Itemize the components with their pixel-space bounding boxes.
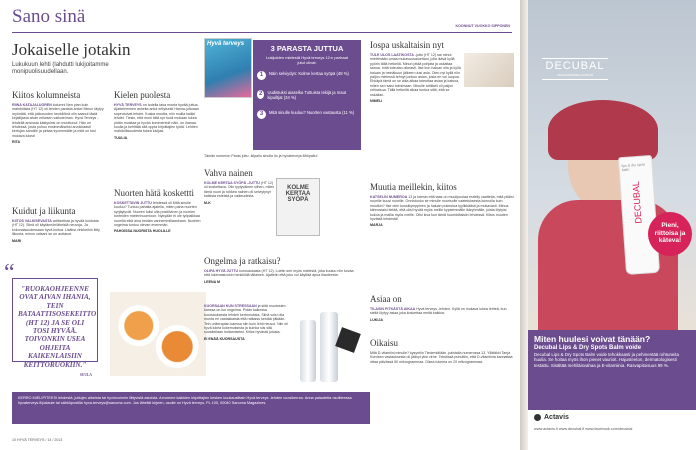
ad-bubble-text: Pieni, riittoisa ja käteva! — [654, 222, 686, 244]
book-title: KOLME KERTAA SYÖPÄ — [285, 185, 311, 203]
ad-brand: DECUBAL — [545, 60, 605, 72]
letter-2-author: MARI — [12, 238, 22, 243]
rank-1-badge: 1 — [257, 71, 266, 80]
letter-4-author: PAHOISSA NUORISTA HUOLILLE — [114, 229, 171, 234]
tube-sub: lips & dry spots balm — [621, 162, 646, 173]
ad-links[interactable]: www.actavis.fi www.decubal.fi www.facebook.com/decubal — [534, 427, 633, 431]
top3-item-text: Näin selviydyn: Kolme kertaa syöpä (48 %) — [269, 71, 349, 76]
letter-9 — [370, 182, 514, 290]
actavis-icon — [534, 414, 541, 421]
letter-6-kicker: OLIPA HYVÄ JUTTU — [204, 269, 239, 273]
actavis-name: Actavis — [544, 414, 569, 421]
top3-sub: Lukijoiden mielestä Hyvä terveys 12:n parhaat jutut olivat: — [266, 55, 348, 65]
letter-4-text: lehdessä oli Mitä sinulle kuuluu? Tuntuu pahalta ajatella, miten paha nuorten syrjäytyvät. Nuoren tulisi olla positiivinen ja nuorien tunteiden mielenhuomioon. Nykyään ei ole työpaikkaa nuorilla eikä aina heidän vanhemmillaankaan. Nuorten ongelma tuntuu olevan enemmän. — [114, 201, 201, 228]
correction — [370, 338, 514, 384]
letter-5-title: Vahva nainen — [204, 168, 253, 178]
letter-6-text: kurosaukasta (HT 12). Luetin sen myös mielestä, joka kuuluu niin kovaa että lukemasivukin henkilöllä tällainen. Ajattelin että joku voi käyttää apua tilanteesta. — [204, 269, 354, 278]
book-cover — [276, 178, 320, 236]
page-number: 10 HYVÄ TERVEYS / 14 / 2013 — [12, 438, 63, 442]
page-fold — [520, 0, 528, 450]
letter-1-title: Kiitos kolumneista — [12, 90, 81, 100]
ad-body: Decubal Lips & Dry Spots Balm voide tehokkaasti ja pehmentää rohtuneita huulia. Se hoitaa myös ihon pienet vaurioit. Hajusteeton, dermatologisesti testattu. Sisältää mehiläisvahaa ja E-vitamiinia. Rasvapitoisuus 99 %. — [534, 352, 679, 368]
ad-headline-band — [528, 330, 696, 410]
pull-quote-text: "RUOKAOHJEENNE OVAT AIVAN IHANIA, TEIN BATAATTISOSEKEITTO (HT 12) JA SE OLI TOSI HYVÄÄ. TOIVONKIN USEA OHJEITA KAIKENLAISIIN KEITTORUOKIIN." — [18, 285, 97, 369]
section-kicker: KOONNUT VUOKKO SIPPONEN — [455, 24, 510, 28]
soup-photo — [110, 292, 206, 376]
top3-item-text: Mitä sinulle kuuluu? Nuorten vastausta (11 %) — [269, 110, 355, 115]
letter-2-kicker: KIITOS VALKISEVASTA — [12, 219, 52, 223]
letter-1-text: kolumni Nen pian kuin mahdollista (HT 12) oli lehden parasta antia! Minun täytyy myöntää, että jokkusuden henkilöinä olin saanut tästä kirjailijasta aivan erilaisen vaikutelman. Hyvä Terveys -lehdellä ansiosta kästysinsi on muuttunut. Hän on lehdessä, josta puhuu ensimmäiseksi arvokkaasti kertojan sanoille ja pintaa syvemmälle ja mitä on tosi mukava lukea! — [12, 103, 104, 138]
top3-item — [257, 110, 357, 119]
spray-bottles-photo — [292, 310, 360, 386]
letter-7-text: ja siitä muutosten kanssa on iso ongelma. Pidän kaikessa kuorsauksesta lehden kertomuksia. Siinä voisi olla monta eri vastakkaisia että ratkaisu kestää pitkään. Tein uniterapian kanssa niin kuin lehti neuvoi. Niin oli hyvä lukea kokemuksista ja kuinka siis sitä suositellaan hoitamiseksi. Kiitos hyvästä jutusta. — [204, 304, 288, 335]
letter-4 — [114, 188, 202, 290]
letter-10 — [370, 294, 514, 334]
correction-title: Oikaisu — [370, 338, 398, 348]
section-title: Sano sinä — [12, 6, 86, 27]
top3-box — [253, 40, 361, 150]
letter-3-author: TUULIA — [114, 135, 128, 140]
letter-6 — [204, 256, 359, 302]
quote-mark-icon: “ — [4, 260, 15, 286]
letter-7-author: EI ENÄÄ KUORSAUSTA — [204, 336, 245, 341]
letter-5 — [204, 168, 276, 248]
letter-8-text: -juttu (HT 12) sai minut miettimään omaa mukavuusaluettani, jolla ikävä kyllä pyörin tällä hetkellä. Minun pitää pohjata ja uskaltaa sanoa, mitä toteutan oikeasti. Itse kun haluan olla ja kyllä haluan ja heinäkuun jälkeen uusi asia. Olen nyt kyllä niin paljon mielessä tehnyt jonkun asian, josta en voi luopua. Ehkäpä tämä on se aika alkaa toteuttaa asiaa ja katsoa, miten sen saisi toimimaan. Minulle artikkeli oli paljon rohkaisua. Tällä hetkellä alkaa tuntua siltä, että se uskallan. — [370, 53, 461, 97]
actavis-logo — [534, 414, 690, 421]
letter-9-kicker: KATSELIN NUMEROA — [370, 195, 408, 199]
letter-8-kicker: TULE ULOS LAATIKOSTA — [370, 53, 414, 57]
letter-1-author: RITA — [12, 140, 21, 145]
letter-2-title: Kuidut ja liikunta — [12, 206, 76, 216]
top3-badge: 3 PARASTA JUTTUA — [270, 44, 344, 53]
letter-5-kicker: KOLME KERTAA SYÖPÄ -JUTTU — [204, 181, 260, 185]
letter-9-text: 13 ja totesin että taas on muutipuolaa esitelly vaatteita, mitä pitäisi nuorille kuusi nuorille. Onnistuuko se minulle nuorisolle vaatetuksesta kunnolla kuin muutkin? Itse olen kuusikymppinen ja haluan pukeutua tyylikkäästi ja mukavasti. Minua kiinnostaisi tietää, että olisi hyvää myös meille kypsemmälle ikäryhmälle, joista löytyisi kokoa ja mallia myös meille. Olisi kiva kun tämä huomioitaisiin lehdessä. Kiitos muuten hyvästä lehdestä! — [370, 195, 514, 222]
top3-item-text: Uudistuksi aiaselka Tuttuista tekijä ja maut kipuiltjat (34 %) — [267, 90, 347, 100]
ad-brand-sub: LIKEANDERSEN-HOIDON — [556, 73, 594, 77]
letter-10-kicker: TILASIN PITKÄSTÄ AIKAA — [370, 307, 416, 311]
letter-4-title: Nuorten hätä koskettti — [114, 188, 194, 198]
woman-photo — [528, 80, 696, 330]
letter-9-author: MARJA — [370, 223, 383, 228]
pull-quote-author: SUULA — [79, 373, 92, 378]
letter-10-author: LUKIJA — [370, 317, 383, 322]
letter-2-text: artikkelista ja hyvää kuidusta (HT 12). Siinä oli käytännönläheisiä neuvoja. Ja kokonaisuudessaan hyvä kuitua. Lisäksi vinkkeihin liitty liikunta, minun vatsani se on auttanut. — [12, 219, 100, 237]
top3-item — [257, 90, 357, 100]
correction-text: Mitä D-vitamiini minulle? kysyntiin Tiedemiälään -palstalla numerossa 13. Yllätäkki Tanja Koivisen vastauksesta oli jäänyt yksi virhe. Tekstissä puhuttiin, että D-vitamiinia kannattaa ottaa päivässä 50 mikrogrammaa. Oikea lukema on 20 mikrogrammaa. — [370, 351, 513, 364]
letter-8 — [370, 40, 514, 180]
letter-1 — [12, 90, 104, 200]
letter-6-title: Ongelma ja ratkaisu? — [204, 256, 281, 266]
lead-text: Lukukuun lehti (lahdutti lukijoitamme monipuolisuudellaan. — [12, 62, 109, 75]
ad-headline: Miten huulesi voivat tänään? — [534, 334, 651, 344]
rank-3-badge: 3 — [257, 110, 266, 119]
letter-3 — [114, 90, 202, 190]
pull-quote — [12, 278, 98, 378]
letter-5-text: (HT 12) oli koskettava. Olin tyytyväinen siihen, miten tämä nuori ja rohkea nainen oli selviytynyt kaikista esteistä ja vaikeudesta. — [204, 181, 275, 199]
letter-10-text: Hyvä terveys -lehden. Kyllä on mukava lukea lehteä, kun sieltä löytyy asiaa joka koskettaa meitä kaikkia. — [370, 307, 507, 316]
letter-1-kicker: RIINA KATAJALUOREN — [12, 103, 52, 107]
ad-subhead: Decubal Lips & Dry Spots Balm voide — [534, 345, 642, 351]
letter-7-kicker: KUORSAAN KUN STRESSAAN — [204, 304, 257, 308]
letter-6-author: LEENA M — [204, 279, 221, 284]
letter-10-title: Asiaa on — [370, 294, 402, 304]
feedback-footer — [12, 392, 370, 424]
header-rule — [12, 32, 512, 33]
feedback-text: KERRO MIELIPITEESI lehdestä, juttujen aiheista tai hyvinvoinnin liittyvistä asioista. Arvomme kaikkien kirjoittajien kesken kuukausittain Hyvä terveys -lehden vuosikerran. Anna palautetta osoitteessa hyvaterveys.fi/palaute tai sähköpostilla hyva.terveys@sanoma.com. Jos lähetät kirjeen, osoite on Hyvä terveys, PL 100, 00040 Sanoma Magazines. — [18, 396, 352, 405]
letter-7 — [204, 304, 290, 382]
letter-3-kicker: HYVÄ TERVEYS — [114, 103, 142, 107]
ad-page — [528, 0, 696, 450]
top3-note: Tämän numeron Paras juttu -kilpailu sinulla Ilo ja hyvaterveys.fi/kilpailu! — [204, 154, 318, 158]
ad-bubble — [648, 212, 692, 256]
ad-logo — [542, 58, 608, 80]
lead-title: Jokaiselle jotakin — [12, 40, 131, 59]
letter-4-kicker: KOSKETTAVIN JUTTU — [114, 201, 152, 205]
magazine-cover — [204, 38, 252, 98]
cover-brand: Hyvä terveys — [207, 41, 245, 47]
letter-9-title: Muutia meillekin, kiitos — [370, 182, 457, 192]
tube-brand: DECUBAL — [630, 180, 644, 224]
letter-8-title: Iospa uskaltaisin nyt — [370, 40, 444, 50]
letter-8-author: NIMELI — [370, 99, 383, 104]
letter-5-author: M-K — [204, 200, 211, 205]
letter-3-title: Kielen puolesta — [114, 90, 171, 100]
rank-2-badge: 2 — [257, 90, 264, 99]
ad-footer — [528, 410, 696, 450]
top3-item — [257, 71, 357, 80]
letter-3-text: on todella tasa monta hyvää juttua. Ajattelemmen asheita antoi erityisesti Hanna-juttuaan sopeutuivat lehdet. Koska muutta, niin muilla kaikki lehdet. Tiesin, että moni tätä nyt huoli mukaan lukea pidän muistaa ja hyvän kommentoit näin, on ihanaa kuulla ja kehittää sitä oppia kirjoittajien työtä. Lehtien mahdollisuudesta tukea lukijaa. — [114, 103, 199, 134]
letter-2 — [12, 206, 104, 266]
letter-8-photo — [464, 53, 514, 87]
